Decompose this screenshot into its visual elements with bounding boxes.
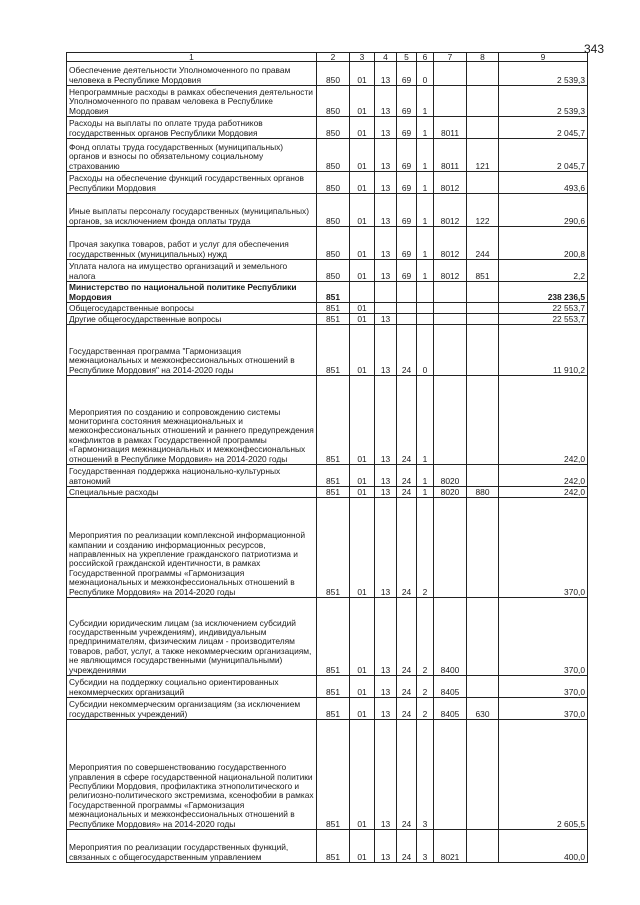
cell-amount: 2 605,5	[499, 720, 588, 830]
cell-name: Иные выплаты персоналу государственных (муниципальных) органов, за исключением фонда оплаты труда	[67, 194, 317, 227]
cell-name: Субсидии некоммерческим организациям (за исключением государственных учреждений)	[67, 698, 317, 720]
cell-expense-type	[467, 720, 499, 830]
cell-section: 01	[350, 376, 375, 465]
cell-name: Министерство по национальной политике Республики Мордовия	[67, 282, 317, 303]
cell-direction: 8011	[434, 139, 467, 172]
cell-admin-code: 851	[317, 314, 350, 325]
cell-name: Государственная программа "Гармонизация межнациональных и межконфессиональных отношений в Республике Мордовия" на 2014-2020 годы	[67, 325, 317, 376]
cell-amount: 2 539,3	[499, 86, 588, 117]
header-col-6: 6	[417, 53, 434, 62]
cell-subsection: 13	[375, 498, 397, 598]
cell-subprogram: 0	[417, 62, 434, 86]
cell-admin-code: 850	[317, 227, 350, 260]
cell-expense-type: 244	[467, 227, 499, 260]
cell-admin-code: 851	[317, 676, 350, 698]
cell-program: 24	[397, 676, 417, 698]
cell-subsection: 13	[375, 698, 397, 720]
cell-program: 69	[397, 172, 417, 194]
cell-direction	[434, 86, 467, 117]
cell-program: 69	[397, 227, 417, 260]
cell-program: 69	[397, 194, 417, 227]
cell-name: Другие общегосударственные вопросы	[67, 314, 317, 325]
cell-program	[397, 282, 417, 303]
cell-expense-type	[467, 598, 499, 676]
cell-subsection: 13	[375, 465, 397, 487]
cell-section: 01	[350, 227, 375, 260]
header-col-7: 7	[434, 53, 467, 62]
cell-direction: 8012	[434, 260, 467, 282]
cell-direction: 8405	[434, 676, 467, 698]
cell-subsection: 13	[375, 487, 397, 498]
cell-admin-code: 851	[317, 325, 350, 376]
cell-section: 01	[350, 498, 375, 598]
table-row	[67, 227, 588, 260]
cell-amount: 2 045,7	[499, 139, 588, 172]
cell-subsection: 13	[375, 194, 397, 227]
table-row	[67, 465, 588, 487]
table-row	[67, 498, 588, 598]
cell-expense-type	[467, 325, 499, 376]
cell-name: Мероприятия по реализации государственных функций, связанных с общегосударственным управлением	[67, 830, 317, 863]
cell-program: 69	[397, 62, 417, 86]
cell-subprogram: 2	[417, 598, 434, 676]
cell-section: 01	[350, 830, 375, 863]
cell-section: 01	[350, 139, 375, 172]
table-row	[67, 62, 588, 86]
cell-program: 24	[397, 487, 417, 498]
cell-expense-type	[467, 62, 499, 86]
cell-section: 01	[350, 194, 375, 227]
cell-name: Субсидии на поддержку социально ориентированных некоммерческих организаций	[67, 676, 317, 698]
table-row	[67, 282, 588, 303]
cell-admin-code: 850	[317, 194, 350, 227]
header-col-9: 9	[499, 53, 588, 62]
cell-section: 01	[350, 325, 375, 376]
cell-name: Непрограммные расходы в рамках обеспечения деятельности Уполномоченного по правам человека в Республике Мордовия	[67, 86, 317, 117]
cell-subsection: 13	[375, 139, 397, 172]
cell-direction: 8021	[434, 830, 467, 863]
table-row	[67, 139, 588, 172]
cell-direction	[434, 314, 467, 325]
header-col-1: 1	[67, 53, 317, 62]
cell-expense-type	[467, 282, 499, 303]
cell-program: 24	[397, 830, 417, 863]
cell-direction: 8020	[434, 487, 467, 498]
cell-subprogram: 0	[417, 325, 434, 376]
cell-expense-type	[467, 676, 499, 698]
cell-expense-type: 630	[467, 698, 499, 720]
table-row	[67, 830, 588, 863]
cell-subsection: 13	[375, 830, 397, 863]
table-row	[67, 698, 588, 720]
cell-expense-type	[467, 314, 499, 325]
cell-program: 69	[397, 117, 417, 139]
cell-expense-type: 851	[467, 260, 499, 282]
cell-expense-type	[467, 172, 499, 194]
cell-subsection	[375, 303, 397, 314]
cell-direction: 8400	[434, 598, 467, 676]
cell-subsection: 13	[375, 117, 397, 139]
cell-subprogram: 1	[417, 117, 434, 139]
table-row	[67, 86, 588, 117]
cell-admin-code: 850	[317, 172, 350, 194]
cell-admin-code: 850	[317, 139, 350, 172]
cell-subprogram: 1	[417, 227, 434, 260]
cell-admin-code: 851	[317, 303, 350, 314]
cell-program: 24	[397, 325, 417, 376]
cell-subprogram: 1	[417, 465, 434, 487]
cell-admin-code: 851	[317, 282, 350, 303]
cell-section: 01	[350, 676, 375, 698]
cell-direction	[434, 720, 467, 830]
cell-expense-type	[467, 303, 499, 314]
cell-name: Субсидии юридическим лицам (за исключением субсидий государственным учреждениям), индивидуальным предпринимателям, физическим лицам - производителям товаров, работ, услуг, а также некоммерческим организациям, не являющимся государственными (муниципальными) учреждениями	[67, 598, 317, 676]
cell-program: 69	[397, 86, 417, 117]
table-row	[67, 260, 588, 282]
cell-direction	[434, 282, 467, 303]
cell-name: Расходы на выплаты по оплате труда работников государственных органов Республики Мордовия	[67, 117, 317, 139]
cell-subsection: 13	[375, 720, 397, 830]
header-col-4: 4	[375, 53, 397, 62]
cell-admin-code: 851	[317, 698, 350, 720]
header-col-5: 5	[397, 53, 417, 62]
cell-expense-type	[467, 830, 499, 863]
cell-subprogram: 2	[417, 676, 434, 698]
cell-program: 69	[397, 260, 417, 282]
cell-direction: 8405	[434, 698, 467, 720]
table-row	[67, 376, 588, 465]
cell-subprogram: 1	[417, 172, 434, 194]
cell-subprogram: 1	[417, 260, 434, 282]
header-row	[67, 53, 588, 62]
cell-section: 01	[350, 117, 375, 139]
cell-admin-code: 851	[317, 376, 350, 465]
cell-section: 01	[350, 698, 375, 720]
cell-amount: 370,0	[499, 698, 588, 720]
cell-name: Общегосударственные вопросы	[67, 303, 317, 314]
cell-direction: 8012	[434, 172, 467, 194]
cell-amount: 242,0	[499, 465, 588, 487]
cell-name: Расходы на обеспечение функций государственных органов Республики Мордовия	[67, 172, 317, 194]
cell-amount: 400,0	[499, 830, 588, 863]
cell-admin-code: 850	[317, 117, 350, 139]
cell-amount: 2,2	[499, 260, 588, 282]
cell-admin-code: 851	[317, 830, 350, 863]
cell-subsection: 13	[375, 325, 397, 376]
cell-subsection: 13	[375, 172, 397, 194]
cell-section: 01	[350, 487, 375, 498]
cell-direction	[434, 376, 467, 465]
cell-name: Обеспечение деятельности Уполномоченного по правам человека в Республике Мордовия	[67, 62, 317, 86]
cell-admin-code: 850	[317, 62, 350, 86]
cell-expense-type: 122	[467, 194, 499, 227]
cell-admin-code: 850	[317, 260, 350, 282]
cell-amount: 2 045,7	[499, 117, 588, 139]
table-row	[67, 303, 588, 314]
cell-section	[350, 282, 375, 303]
cell-section: 01	[350, 260, 375, 282]
cell-subprogram: 1	[417, 86, 434, 117]
cell-direction: 8020	[434, 465, 467, 487]
cell-admin-code: 851	[317, 720, 350, 830]
cell-program	[397, 314, 417, 325]
table-row	[67, 314, 588, 325]
header-col-2: 2	[317, 53, 350, 62]
cell-program: 24	[397, 720, 417, 830]
cell-subprogram: 1	[417, 194, 434, 227]
cell-direction: 8012	[434, 194, 467, 227]
cell-program: 24	[397, 465, 417, 487]
cell-name: Фонд оплаты труда государственных (муниципальных) органов и взносы по обязательному социальному страхованию	[67, 139, 317, 172]
cell-direction: 8011	[434, 117, 467, 139]
cell-program: 24	[397, 698, 417, 720]
cell-admin-code: 851	[317, 487, 350, 498]
cell-subprogram: 3	[417, 830, 434, 863]
cell-program: 24	[397, 376, 417, 465]
cell-direction	[434, 62, 467, 86]
header-col-3: 3	[350, 53, 375, 62]
table-row	[67, 325, 588, 376]
cell-amount: 370,0	[499, 598, 588, 676]
cell-subprogram	[417, 282, 434, 303]
cell-amount: 370,0	[499, 498, 588, 598]
cell-amount: 2 539,3	[499, 62, 588, 86]
cell-subsection	[375, 282, 397, 303]
cell-amount: 11 910,2	[499, 325, 588, 376]
table-row	[67, 172, 588, 194]
cell-expense-type	[467, 86, 499, 117]
cell-name: Мероприятия по реализации комплексной информационной кампании и созданию информационных ресурсов, направленных на укрепление гражданского патриотизма и российской гражданской идентичности, в рамках Государственной программы «Гармонизация межнациональных и межконфессиональных отношений в Республике Мордовия» на 2014-2020 годы	[67, 498, 317, 598]
cell-section: 01	[350, 62, 375, 86]
cell-subprogram: 3	[417, 720, 434, 830]
table-row	[67, 598, 588, 676]
cell-subsection: 13	[375, 376, 397, 465]
table-row	[67, 117, 588, 139]
cell-subprogram: 1	[417, 376, 434, 465]
cell-section: 01	[350, 314, 375, 325]
cell-expense-type	[467, 465, 499, 487]
cell-amount: 242,0	[499, 487, 588, 498]
cell-admin-code: 850	[317, 86, 350, 117]
cell-subsection: 13	[375, 62, 397, 86]
cell-admin-code: 851	[317, 465, 350, 487]
cell-section: 01	[350, 303, 375, 314]
cell-subprogram: 2	[417, 498, 434, 598]
header-col-8: 8	[467, 53, 499, 62]
cell-admin-code: 851	[317, 598, 350, 676]
cell-section: 01	[350, 720, 375, 830]
cell-subsection: 13	[375, 314, 397, 325]
cell-direction: 8012	[434, 227, 467, 260]
cell-name: Мероприятия по созданию и сопровождению системы мониторинга состояния межнациональных и межконфессиональных отношений и раннего предупреждения конфликтов в рамках Государственной программы «Гармонизация межнациональных и межконфессиональных отношений в Республике Мордовия» на 2014-2020 годы	[67, 376, 317, 465]
cell-section: 01	[350, 465, 375, 487]
cell-subsection: 13	[375, 676, 397, 698]
table-row	[67, 194, 588, 227]
cell-subprogram: 2	[417, 698, 434, 720]
cell-expense-type	[467, 117, 499, 139]
cell-program	[397, 303, 417, 314]
cell-subprogram	[417, 303, 434, 314]
cell-name: Прочая закупка товаров, работ и услуг для обеспечения государственных (муниципальных) нужд	[67, 227, 317, 260]
cell-subsection: 13	[375, 260, 397, 282]
cell-name: Государственная поддержка национально-культурных автономий	[67, 465, 317, 487]
cell-program: 24	[397, 598, 417, 676]
table-row	[67, 676, 588, 698]
cell-admin-code: 851	[317, 498, 350, 598]
table-row	[67, 720, 588, 830]
cell-subsection: 13	[375, 227, 397, 260]
cell-program: 69	[397, 139, 417, 172]
cell-amount: 370,0	[499, 676, 588, 698]
cell-expense-type: 880	[467, 487, 499, 498]
cell-name: Специальные расходы	[67, 487, 317, 498]
cell-name: Мероприятия по совершенствованию государственного управления в сфере государственной национальной политики Республики Мордовия, профилактика этнополитического и религиозно-политического экстремизма, ксенофобии в рамках Государственной программы «Гармонизация межнациональных и межконфессиональных отношений в Республике Мордовия» на 2014-2020 годы	[67, 720, 317, 830]
cell-expense-type	[467, 376, 499, 465]
cell-expense-type	[467, 498, 499, 598]
cell-amount: 242,0	[499, 376, 588, 465]
cell-subsection: 13	[375, 86, 397, 117]
cell-amount: 200,8	[499, 227, 588, 260]
cell-amount: 493,6	[499, 172, 588, 194]
table-body	[67, 62, 588, 863]
table-row	[67, 487, 588, 498]
cell-program: 24	[397, 498, 417, 598]
cell-subprogram: 1	[417, 487, 434, 498]
cell-subsection: 13	[375, 598, 397, 676]
page-number: 343	[584, 42, 605, 56]
cell-amount: 22 553,7	[499, 314, 588, 325]
cell-amount: 22 553,7	[499, 303, 588, 314]
cell-direction	[434, 498, 467, 598]
cell-expense-type: 121	[467, 139, 499, 172]
cell-direction	[434, 325, 467, 376]
cell-name: Уплата налога на имущество организаций и земельного налога	[67, 260, 317, 282]
cell-subprogram: 1	[417, 139, 434, 172]
cell-subprogram	[417, 314, 434, 325]
cell-amount: 238 236,5	[499, 282, 588, 303]
cell-amount: 290,6	[499, 194, 588, 227]
cell-section: 01	[350, 598, 375, 676]
cell-section: 01	[350, 172, 375, 194]
cell-direction	[434, 303, 467, 314]
cell-section: 01	[350, 86, 375, 117]
budget-table	[66, 52, 588, 863]
